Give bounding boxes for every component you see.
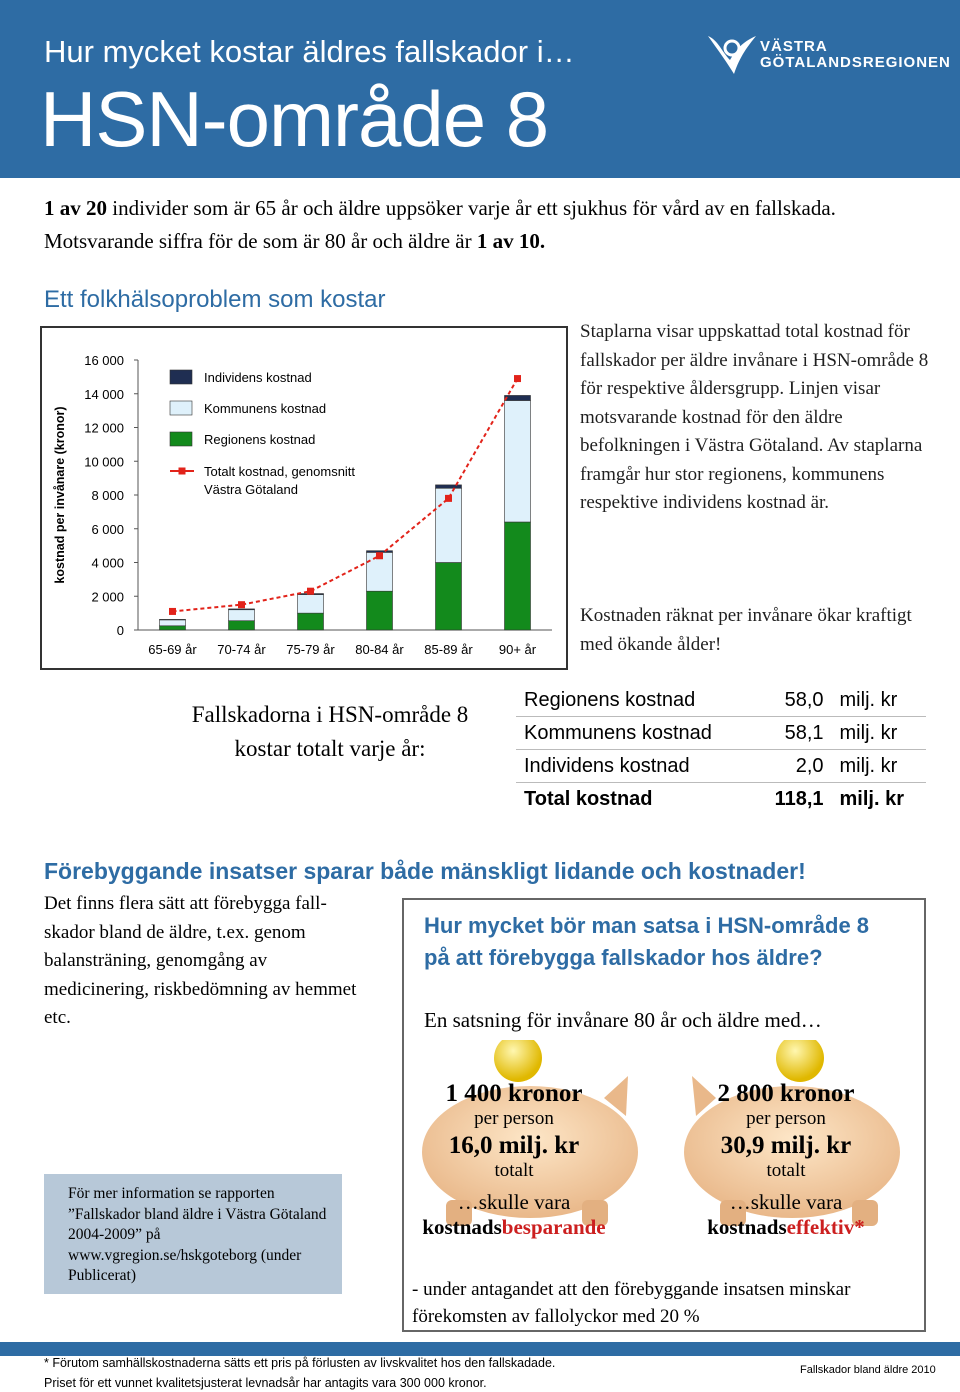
line-point: [445, 495, 452, 502]
intro-stat-1: 1 av 20: [44, 196, 107, 220]
option-2-amount: 2 800 kronor: [717, 1080, 855, 1107]
y-tick-label: 10 000: [84, 454, 124, 470]
logo-icon: [704, 30, 760, 82]
cost-value: 58,0: [755, 684, 831, 717]
total-cost-caption: [150, 698, 510, 766]
y-tick-label: 4 000: [91, 555, 124, 571]
bar-segment: [229, 609, 255, 610]
prevention-text: Det finns flera sätt att förebygga fall-skador bland de äldre, t.ex. genom balansträning, genomgång av medicinering, riskbedömning av hemmet etc.: [44, 893, 357, 1028]
option-2: [682, 1080, 890, 1240]
table-row: [516, 684, 926, 717]
option-2-result-black: kostnads: [707, 1215, 787, 1239]
footer-publication: Fallskador bland äldre 2010: [800, 1364, 936, 1376]
bar-segment: [505, 522, 531, 630]
option-1-amount: 1 400 kronor: [445, 1080, 583, 1107]
bar-segment: [229, 621, 255, 630]
option-1-per: per person: [474, 1108, 554, 1129]
line-point: [169, 608, 176, 615]
bar-segment: [229, 610, 255, 621]
intro-paragraph: [44, 192, 924, 258]
option-2-would: …skulle vara: [729, 1190, 843, 1214]
bar-segment: [298, 595, 324, 614]
cost-value: 58,1: [755, 717, 831, 750]
cost-label: Total kostnad: [524, 787, 653, 810]
cost-unit: milj. kr: [832, 717, 926, 750]
bar-segment: [367, 591, 393, 630]
bar-segment: [160, 626, 186, 630]
footer-bar: [0, 1342, 960, 1356]
cost-value: 2,0: [755, 750, 831, 783]
option-2-result: [682, 1215, 890, 1240]
footnote-line1: * Förutom samhällskostnaderna sätts ett pris på förlusten av livskvalitet hos den fallskadade.: [44, 1356, 556, 1370]
legend-swatch: [170, 370, 192, 384]
bar-segment: [436, 563, 462, 631]
legend-swatch: [170, 432, 192, 446]
cost-label: Regionens kostnad: [516, 684, 755, 717]
legend-label: Kommunens kostnad: [204, 401, 327, 416]
chart-description: Staplarna visar uppskattad total kostnad för fallskador per äldre invånare i HSN-område 8 för respektive åldersgrupp. Linjen visar motsvarande kostnad för den äldre befolkningen i Västra Götaland. Av staplarna framgår hur stor regionens, kommunens respektive individens kostnad är.: [580, 321, 929, 513]
option-1-totalt: totalt: [494, 1160, 534, 1181]
option-1-would: …skulle vara: [457, 1190, 571, 1214]
x-tick-label: 90+ år: [498, 642, 537, 657]
page-subtitle: Hur mycket kostar äldres fallskador i…: [44, 34, 575, 69]
x-tick-label: 65-69 år: [148, 642, 197, 657]
table-row-total: [516, 783, 926, 816]
option-1-result-black: kostnads: [422, 1215, 502, 1239]
line-point: [514, 375, 521, 382]
y-tick-label: 2 000: [91, 589, 124, 605]
line-point: [376, 552, 383, 559]
cost-chart: [42, 328, 566, 668]
cost-label: Individens kostnad: [516, 750, 755, 783]
investment-question: Hur mycket bör man satsa i HSN-område 8 på att förebygga fallskador hos äldre?: [424, 913, 870, 970]
cost-unit: milj. kr: [832, 684, 926, 717]
legend-label: Individens kostnad: [204, 370, 312, 385]
x-tick-label: 80-84 år: [355, 642, 404, 657]
option-1-total: 16,0 milj. kr: [448, 1132, 580, 1159]
y-tick-label: 6 000: [91, 521, 124, 537]
option-2-total: 30,9 milj. kr: [720, 1132, 852, 1159]
option-1: [412, 1080, 616, 1240]
option-1-result: [412, 1215, 616, 1240]
line-point: [238, 601, 245, 608]
bar-segment: [160, 619, 186, 620]
legend-label: Västra Götaland: [204, 482, 298, 497]
bar-segment: [505, 395, 531, 400]
cost-label: Kommunens kostnad: [516, 717, 755, 750]
chart-frame: [40, 326, 568, 670]
bar-segment: [436, 485, 462, 488]
x-tick-label: 70-74 år: [217, 642, 266, 657]
y-tick-label: 16 000: [84, 353, 124, 368]
bar-segment: [298, 613, 324, 630]
logo-text-line2: GÖTALANDSREGIONEN: [760, 54, 951, 71]
y-tick-label: 14 000: [84, 386, 124, 402]
y-tick-label: 0: [116, 623, 124, 638]
investment-lead: En satsning för invånare 80 år och äldre med…: [424, 1008, 822, 1032]
line-point: [307, 588, 314, 595]
cost-table: [516, 684, 926, 815]
legend-label: Regionens kostnad: [204, 432, 316, 447]
page-title: HSN-område 8: [40, 75, 549, 163]
footnote-line2: Priset för ett vunnet kvalitetsjusterat levnadsår har antagits vara 300 000 kronor.: [44, 1376, 487, 1390]
section-heading-prevention: Förebyggande insatser sparar både mänskligt lidande och kostnader!: [44, 858, 806, 884]
bar-segment: [160, 620, 186, 626]
bar-segment: [505, 401, 531, 523]
chart-conclusion: Kostnaden räknat per invånare ökar kraftigt med ökande ålder!: [580, 605, 912, 655]
total-cost-caption-line1: Fallskadorna i HSN-område 8: [191, 702, 469, 727]
table-row: [516, 750, 926, 783]
y-tick-label: 8 000: [91, 488, 124, 503]
cost-unit: milj. kr: [832, 750, 926, 783]
bar-segment: [367, 551, 393, 553]
logo-text-line1: VÄSTRA: [760, 38, 828, 55]
legend-label: Totalt kostnad, genomsnitt: [204, 464, 356, 479]
legend-swatch: [170, 401, 192, 415]
x-tick-label: 85-89 år: [424, 642, 473, 657]
legend-line-marker: [179, 468, 186, 475]
y-tick-label: 12 000: [84, 420, 124, 436]
y-axis-label: kostnad per invånare (kronor): [53, 406, 67, 584]
section-heading-cost: Ett folkhälsoproblem som kostar: [44, 286, 386, 313]
info-box: För mer information se rapporten ”Fallskador bland äldre i Västra Götaland 2004-2009” på www.vgregion.se/hskgoteborg (under Publicerat): [44, 1174, 342, 1294]
total-cost-caption-line2: kostar totalt varje år:: [234, 736, 426, 761]
table-row: [516, 717, 926, 750]
cost-unit: milj. kr: [839, 787, 904, 810]
option-1-result-red: besparande: [501, 1215, 606, 1239]
option-2-totalt: totalt: [766, 1160, 806, 1181]
intro-stat-2: 1 av 10.: [476, 229, 546, 253]
option-2-result-red: effektiv*: [786, 1215, 865, 1239]
cost-value: 118,1: [774, 787, 824, 810]
option-2-per: per person: [746, 1108, 826, 1129]
intro-body: individer som är 65 år och äldre uppsöker varje år ett sjukhus för vård av en fallskada. Motsvarande siffra för de som är 80 år och äldre är: [44, 196, 836, 253]
x-tick-label: 75-79 år: [286, 642, 335, 657]
assumption-note: - under antagandet att den förebyggande insatsen minskar förekomsten av fallolyckor med 20 %: [412, 1279, 851, 1327]
